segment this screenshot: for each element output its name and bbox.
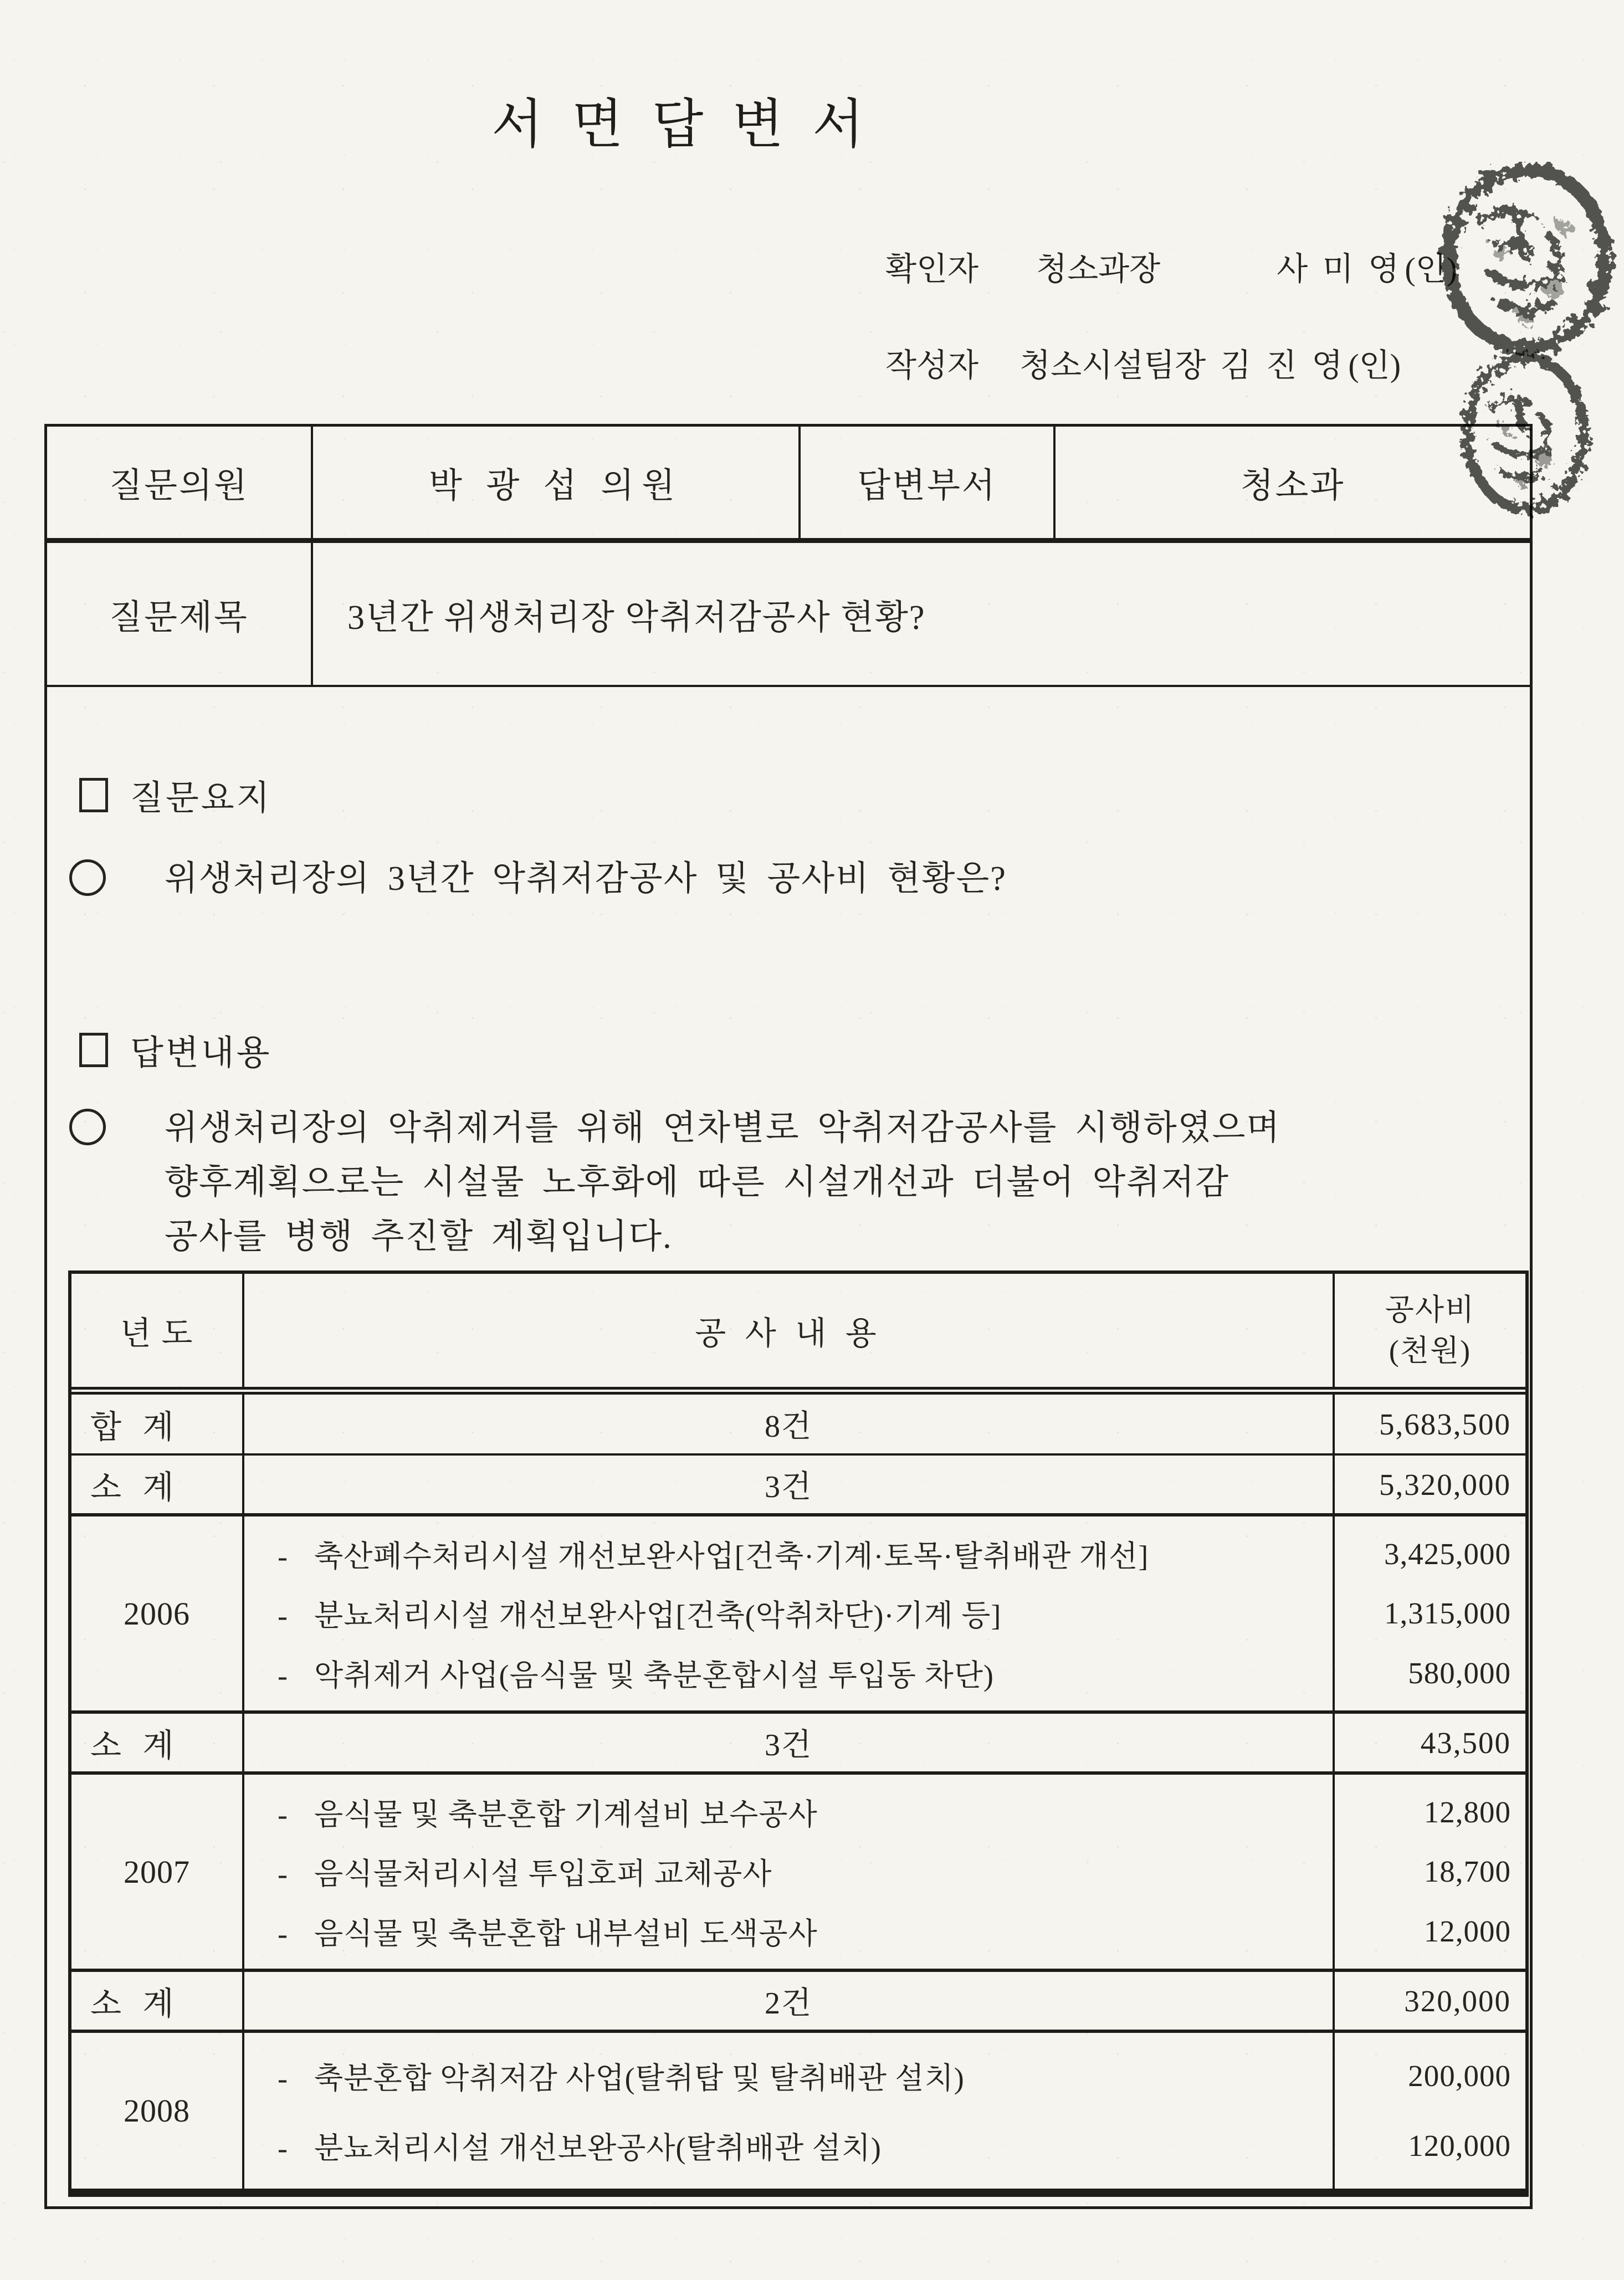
work-items-cell [244, 1775, 1335, 1969]
question-answer-section [47, 770, 1530, 2197]
document-body-frame [44, 424, 1533, 2209]
subtotal-row [71, 1456, 1525, 1516]
cost-value: 1,315,000 [1384, 1596, 1511, 1631]
year-group-row [71, 1775, 1525, 1972]
confirmer-role-label: 확인자 [885, 251, 979, 287]
row-label-cell: 합 계 [71, 1395, 244, 1453]
work-item-line [278, 1592, 1321, 1635]
answer-bullet [69, 1101, 1530, 1264]
work-item-line [278, 1910, 1321, 1953]
work-item-text: 분뇨처리시설 개선보완공사(탈취배관 설치) [314, 2132, 882, 2165]
dash-marker: - [278, 1798, 288, 1832]
row-label-cell: 소 계 [71, 1456, 244, 1513]
work-item-text: 분뇨처리시설 개선보완사업[건축(악취차단)·기계 등] [314, 1599, 1002, 1633]
year-cell: 2006 [71, 1516, 244, 1710]
cost-value: 120,000 [1408, 2129, 1511, 2163]
cost-value: 18,700 [1423, 1854, 1511, 1889]
row-cost-cell: 5,683,500 [1379, 1407, 1511, 1441]
dash-marker: - [278, 1540, 288, 1574]
work-item-line [278, 1791, 1321, 1833]
question-bullet-text: 위생처리장의 3년간 악취저감공사 및 공사비 현황은? [165, 860, 1007, 898]
work-item-line [278, 2124, 1321, 2167]
row-cost-cell: 5,320,000 [1379, 1467, 1511, 1502]
year-cell: 2008 [71, 2033, 244, 2189]
cost-value: 200,000 [1408, 2058, 1511, 2093]
construction-cost-table [68, 1270, 1529, 2197]
work-items-cell [244, 1516, 1335, 1710]
questioner-value-cell: 박 광 섭 의원 [313, 427, 801, 538]
approval-line-author [885, 339, 1401, 386]
author-name: 김 진 영 [1220, 347, 1346, 383]
author-seal-text: (인) [1348, 347, 1401, 383]
dash-marker: - [278, 1917, 288, 1950]
dash-marker: - [278, 1599, 288, 1633]
work-item-line [278, 2054, 1321, 2097]
circle-bullet-icon [69, 1109, 106, 1145]
square-checkbox-icon [79, 1033, 108, 1067]
confirmer-position: 청소과장 [1036, 251, 1161, 287]
confirmer-seal-text: (인) [1405, 251, 1457, 287]
subject-value-cell: 3년간 위생처리장 악취저감공사 현황? [347, 598, 926, 637]
answer-line: 공사를 병행 추진할 계획입니다. [165, 1218, 673, 1256]
work-item-line [278, 1850, 1321, 1893]
cost-header-line1: 공사비 [1385, 1293, 1476, 1326]
cost-value: 580,000 [1408, 1656, 1511, 1690]
work-item-text: 축분혼합 악취저감 사업(탈취탑 및 탈취배관 설치) [314, 2061, 965, 2095]
dash-marker: - [278, 2061, 288, 2095]
author-position: 청소시설팀장 [1020, 347, 1206, 383]
row-count-cell: 2건 [244, 1972, 1335, 2030]
answer-line: 위생처리장의 악취제거를 위해 연차별로 악취저감공사를 시행하였으며 [165, 1109, 1281, 1147]
row-label-cell: 소 계 [71, 1972, 244, 2030]
work-item-text: 악취제거 사업(음식물 및 축분혼합시설 투입동 차단) [314, 1658, 994, 1692]
table-header-row [71, 1274, 1525, 1395]
cost-header-line2: (천원) [1389, 1334, 1472, 1367]
row-count-cell: 3건 [244, 1456, 1335, 1513]
subtotal-row [71, 1714, 1525, 1775]
seal-stamp-icon [1453, 346, 1598, 522]
question-bullet [69, 852, 1530, 906]
cost-value: 12,000 [1423, 1914, 1511, 1948]
answer-heading [79, 1025, 1530, 1074]
question-heading-label: 질문요지 [130, 780, 272, 817]
work-item-line [278, 1652, 1321, 1694]
subject-label-cell: 질문제목 [47, 543, 313, 685]
work-item-text: 음식물 및 축분혼합 기계설비 보수공사 [314, 1798, 818, 1832]
row-cost-cell: 320,000 [1404, 1984, 1511, 2018]
row-count-cell: 8건 [244, 1395, 1335, 1453]
year-group-row [71, 2033, 1525, 2189]
cost-column-header [1335, 1274, 1525, 1387]
work-item-text: 음식물처리시설 투입호퍼 교체공사 [314, 1857, 772, 1891]
work-items-cell [244, 2033, 1335, 2189]
cost-value: 12,800 [1423, 1795, 1511, 1830]
seal-stamp-icon [1434, 162, 1620, 359]
answer-line: 향후계획으로는 시설물 노후화에 따른 시설개선과 더불어 악취저감 [165, 1164, 1229, 1201]
question-heading [79, 770, 1530, 819]
dash-marker: - [278, 1857, 288, 1891]
year-column-header: 년 도 [71, 1274, 244, 1387]
department-label-cell: 답변부서 [801, 427, 1056, 538]
square-checkbox-icon [79, 778, 108, 812]
work-item-line [278, 1533, 1321, 1575]
row-label-cell: 소 계 [71, 1714, 244, 1771]
author-role-label: 작성자 [885, 347, 979, 383]
confirmer-name: 사 미 영 [1277, 251, 1403, 287]
row-cost-cell: 43,500 [1420, 1725, 1511, 1760]
info-table-row-1 [47, 427, 1530, 543]
work-item-text: 음식물 및 축분혼합 내부설비 도색공사 [314, 1917, 818, 1950]
work-costs-cell [1335, 2033, 1525, 2189]
year-group-row [71, 1516, 1525, 1714]
dash-marker: - [278, 2132, 288, 2165]
document-title: 서 면 답 변 서 [491, 95, 872, 154]
circle-bullet-icon [69, 859, 106, 896]
row-count-cell: 3건 [244, 1714, 1335, 1771]
subtotal-row [71, 1972, 1525, 2033]
content-column-header: 공 사 내 용 [244, 1274, 1335, 1387]
total-row [71, 1395, 1525, 1456]
approval-line-confirmer [885, 243, 1457, 289]
dash-marker: - [278, 1658, 288, 1692]
work-costs-cell [1335, 1775, 1525, 1969]
questioner-label-cell: 질문의원 [47, 427, 313, 538]
info-table-row-2 [47, 543, 1530, 687]
answer-heading-label: 답변내용 [130, 1034, 272, 1072]
work-costs-cell [1335, 1516, 1525, 1710]
department-value-cell: 청소과 [1240, 467, 1345, 505]
work-item-text: 축산폐수처리시설 개선보완사업[건축·기계·토목·탈취배관 개선] [314, 1540, 1149, 1574]
cost-value: 3,425,000 [1384, 1537, 1511, 1571]
year-cell: 2007 [71, 1775, 244, 1969]
